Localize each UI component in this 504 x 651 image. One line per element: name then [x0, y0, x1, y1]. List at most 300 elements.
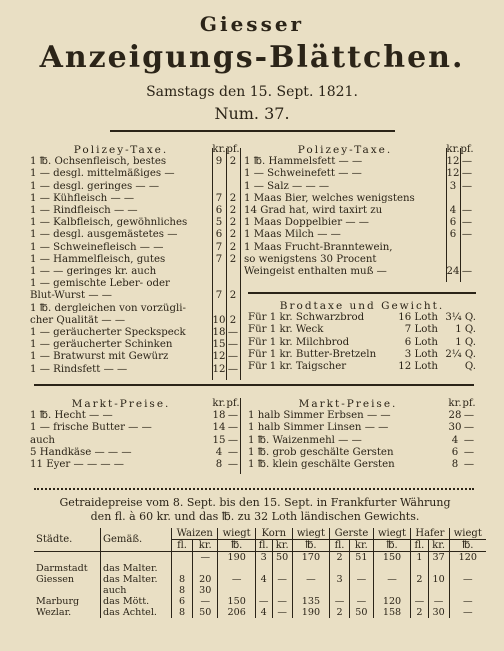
- price-pf: 2: [229, 229, 237, 241]
- price-pf: 2: [229, 241, 237, 253]
- price-pf: —: [463, 422, 475, 434]
- issue-date: Samstags den 15. Sept. 1821.: [146, 84, 358, 100]
- item-label: 1 — Salz — — —: [244, 180, 330, 192]
- value-cell: 1: [411, 552, 428, 564]
- price-kr: 8: [451, 459, 459, 471]
- col-staedte: Städte.: [34, 528, 101, 552]
- value-cell: [373, 585, 410, 596]
- value-cell: [330, 563, 350, 574]
- item-label: 1 Maas Frucht-Branntewein,: [244, 241, 393, 253]
- section-title: Polizey-Taxe.: [73, 144, 169, 156]
- value-cell: 190: [218, 552, 255, 564]
- item-label: 1 halb Simmer Erbsen — —: [248, 410, 391, 422]
- col-pf: pf.: [226, 398, 240, 409]
- grain-heading-2: den fl. à 60 kr. und das ℔. zu 32 Loth ländischen Gewichts.: [90, 510, 420, 523]
- price-pf: 2: [229, 314, 237, 326]
- price-row: [30, 278, 240, 290]
- value-cell: 20: [193, 574, 218, 585]
- price-row: [30, 315, 240, 327]
- value-cell: 50: [349, 607, 373, 618]
- price-pf: —: [227, 351, 239, 363]
- sub-kr: kr.: [193, 540, 218, 552]
- price-row: [30, 339, 240, 351]
- bread-label: Für 1 kr. Weck: [248, 324, 324, 336]
- item-label: 1 — desgl. ausgemästetes —: [30, 229, 178, 241]
- value-cell: [255, 563, 272, 574]
- item-label: 1 — — geringes kr. auch: [30, 266, 157, 278]
- price-kr: 7: [215, 290, 223, 302]
- price-kr: 5: [215, 217, 223, 229]
- markt-preise-left: [30, 398, 240, 471]
- value-cell: —: [272, 574, 292, 585]
- price-pf: —: [461, 168, 473, 180]
- price-row: [30, 447, 240, 459]
- value-cell: 8: [172, 574, 193, 585]
- col-pf: pf.: [462, 398, 476, 409]
- price-row: [244, 168, 474, 180]
- price-row: [244, 217, 474, 229]
- value-cell: —: [193, 552, 218, 564]
- value-cell: —: [255, 596, 272, 607]
- value-cell: 2: [330, 552, 350, 564]
- col-wiegt: wiegt: [449, 528, 486, 540]
- value-cell: —: [449, 607, 486, 618]
- value-cell: —: [349, 574, 373, 585]
- measure-cell: das Mött.: [101, 596, 172, 607]
- price-row: [30, 156, 240, 168]
- bread-weight: 7 Loth: [404, 324, 438, 336]
- item-label: 1 ℔. Hecht — —: [30, 410, 113, 422]
- price-kr: 28: [448, 410, 462, 422]
- price-kr: 4: [449, 205, 457, 217]
- bread-row: [248, 324, 476, 336]
- item-label: auch: [30, 434, 55, 446]
- item-label: 1 — Kühfleisch — —: [30, 192, 135, 204]
- price-kr: 24: [446, 266, 460, 278]
- price-pf: —: [227, 339, 239, 351]
- price-kr: 3: [449, 180, 457, 192]
- price-row: [30, 303, 240, 315]
- price-kr: 30: [448, 422, 462, 434]
- value-cell: [449, 563, 486, 574]
- item-label: 1 — Schweinefleisch — —: [30, 241, 164, 253]
- price-pf: —: [227, 446, 239, 458]
- price-row: [244, 266, 474, 278]
- value-cell: 10: [428, 574, 449, 585]
- price-pf: 2: [229, 253, 237, 265]
- price-kr: 6: [215, 205, 223, 217]
- table-row: [34, 607, 486, 618]
- price-row: [244, 181, 474, 193]
- value-cell: 50: [193, 607, 218, 618]
- price-kr: 6: [451, 446, 459, 458]
- value-cell: [272, 563, 292, 574]
- price-kr: 12: [446, 168, 460, 180]
- header-rule: [110, 130, 395, 132]
- item-label: so wenigstens 30 Procent: [244, 253, 377, 265]
- item-label: 1 — frische Butter — —: [30, 422, 152, 434]
- value-cell: 120: [449, 552, 486, 564]
- price-row: [30, 351, 240, 363]
- price-row: [30, 254, 240, 266]
- bread-quentchen: 1 Q.: [455, 324, 476, 336]
- value-cell: 30: [193, 585, 218, 596]
- value-cell: [349, 563, 373, 574]
- sub-kr: kr.: [349, 540, 373, 552]
- col-gerste: Gerste: [330, 528, 374, 540]
- value-cell: —: [428, 596, 449, 607]
- value-cell: 50: [272, 552, 292, 564]
- price-row: [30, 327, 240, 339]
- price-row: [30, 193, 240, 205]
- value-cell: —: [272, 607, 292, 618]
- value-cell: [172, 552, 193, 564]
- markt-preise-right: [248, 398, 476, 471]
- brodtaxe: [248, 300, 476, 373]
- price-row: [30, 266, 240, 278]
- value-cell: 150: [373, 552, 410, 564]
- city-cell: Wezlar.: [36, 607, 72, 618]
- bread-weight: 6 Loth: [404, 336, 438, 348]
- price-row: [244, 193, 474, 205]
- divider: [460, 148, 461, 282]
- item-label: Weingeist enthalten muß —: [244, 266, 387, 278]
- table-row: [34, 563, 486, 574]
- item-label: cher Qualität — —: [30, 314, 126, 326]
- bread-label: Für 1 kr. Milchbrod: [248, 336, 350, 348]
- price-pf: —: [227, 434, 239, 446]
- value-cell: [193, 563, 218, 574]
- price-pf: 2: [229, 156, 237, 168]
- price-row: [248, 459, 476, 471]
- table-row: [34, 574, 486, 585]
- price-pf: —: [461, 229, 473, 241]
- price-pf: —: [461, 266, 473, 278]
- sub-kr: kr.: [428, 540, 449, 552]
- value-cell: 4: [255, 574, 272, 585]
- price-pf: —: [227, 459, 239, 471]
- sub-lb: ℔.: [292, 540, 329, 552]
- masthead-title: Anzeigungs-Blättchen.: [39, 40, 465, 75]
- value-cell: 2: [330, 607, 350, 618]
- price-row: [30, 410, 240, 422]
- bread-weight: 3 Loth: [404, 348, 438, 360]
- price-kr: 18: [212, 410, 226, 422]
- table-header-row: [34, 528, 486, 540]
- measure-cell: [101, 552, 172, 564]
- value-cell: —: [193, 596, 218, 607]
- value-cell: 4: [255, 607, 272, 618]
- bread-quentchen: Q.: [464, 361, 476, 373]
- value-cell: [292, 585, 329, 596]
- price-pf: —: [227, 410, 239, 422]
- item-label: 1 — Hammelfleisch, gutes: [30, 253, 166, 265]
- price-row: [248, 410, 476, 422]
- item-label: 1 halb Simmer Linsen — —: [248, 422, 389, 434]
- section-header: [30, 398, 240, 410]
- price-kr: 15: [212, 339, 226, 351]
- price-row: [248, 422, 476, 434]
- sub-lb: ℔.: [449, 540, 486, 552]
- item-label: 1 — geräucherter Speckspeck: [30, 327, 186, 339]
- value-cell: 2: [411, 574, 428, 585]
- section-header: [30, 144, 240, 156]
- measure-cell: auch: [101, 585, 172, 596]
- section-rule: [34, 384, 474, 386]
- price-row: [30, 422, 240, 434]
- price-kr: 12: [212, 351, 226, 363]
- price-pf: 2: [229, 290, 237, 302]
- masthead-line1: Giesser: [199, 12, 305, 36]
- price-row: [244, 229, 474, 241]
- value-cell: [218, 585, 255, 596]
- section-title: Markt-Preise.: [71, 398, 171, 410]
- item-label: 1 — Rindsfett — —: [30, 363, 128, 375]
- measure-cell: das Malter.: [101, 563, 172, 574]
- city-cell: [34, 552, 101, 564]
- section-title: Brodtaxe und Gewicht.: [279, 300, 445, 312]
- city-cell: Giessen: [36, 574, 75, 585]
- measure-cell: das Achtel.: [101, 607, 172, 618]
- value-cell: —: [330, 596, 350, 607]
- table-row: [34, 552, 486, 564]
- price-row: [248, 435, 476, 447]
- col-wiegt: wiegt: [292, 528, 329, 540]
- divider: [240, 148, 241, 380]
- item-label: 1 — geräucherter Schinken: [30, 339, 173, 351]
- price-pf: 2: [229, 217, 237, 229]
- value-cell: —: [218, 574, 255, 585]
- price-pf: —: [463, 459, 475, 471]
- value-cell: [349, 585, 373, 596]
- divider: [226, 148, 227, 380]
- price-kr: 12: [212, 363, 226, 375]
- price-row: [30, 435, 240, 447]
- value-cell: 120: [373, 596, 410, 607]
- price-kr: 6: [449, 217, 457, 229]
- col-waizen: Waizen: [172, 528, 218, 540]
- table-row: [34, 596, 486, 607]
- price-pf: —: [461, 205, 473, 217]
- price-row: [244, 254, 474, 266]
- col-pf: pf.: [226, 144, 240, 155]
- item-label: 1 — Schweinefett — —: [244, 168, 362, 180]
- price-pf: —: [463, 446, 475, 458]
- sub-fl: fl.: [411, 540, 428, 552]
- item-label: 1 ℔. Ochsenfleisch, bestes: [30, 156, 167, 168]
- bread-row: [248, 337, 476, 349]
- item-label: 5 Handkäse — — —: [30, 446, 132, 458]
- col-hafer: Hafer: [411, 528, 449, 540]
- price-kr: 12: [446, 156, 460, 168]
- item-label: 1 — gemischte Leber- oder: [30, 278, 170, 290]
- price-pf: —: [227, 363, 239, 375]
- value-cell: 135: [292, 596, 329, 607]
- sub-fl: fl.: [330, 540, 350, 552]
- section-rule: [34, 488, 474, 490]
- value-cell: —: [292, 574, 329, 585]
- city-cell: Darmstadt: [36, 563, 88, 574]
- price-row: [30, 181, 240, 193]
- section-header: [244, 144, 474, 156]
- price-row: [30, 364, 240, 376]
- section-title: Polizey-Taxe.: [297, 144, 393, 156]
- col-wiegt: wiegt: [373, 528, 410, 540]
- item-label: 11 Eyer — — — —: [30, 459, 124, 471]
- item-label: 1 ℔. grob geschälte Gersten: [248, 446, 394, 458]
- value-cell: 2: [411, 607, 428, 618]
- value-cell: 51: [349, 552, 373, 564]
- bread-row: [248, 361, 476, 373]
- price-pf: —: [463, 434, 475, 446]
- col-kr: kr.: [448, 398, 462, 409]
- bread-label: Für 1 kr. Schwarzbrod: [248, 312, 365, 324]
- value-cell: [428, 563, 449, 574]
- bread-label: Für 1 kr. Butter-Bretzeln: [248, 348, 377, 360]
- price-kr: 6: [449, 229, 457, 241]
- col-kr: kr.: [446, 144, 460, 155]
- value-cell: [411, 563, 428, 574]
- value-cell: 158: [373, 607, 410, 618]
- price-kr: 4: [215, 446, 223, 458]
- value-cell: [218, 563, 255, 574]
- item-label: 1 Maas Doppelbier — —: [244, 217, 369, 229]
- price-kr: 7: [215, 253, 223, 265]
- value-cell: —: [449, 574, 486, 585]
- measure-cell: das Malter.: [101, 574, 172, 585]
- item-label: 1 — desgl. mittelmäßiges —: [30, 168, 175, 180]
- price-row: [244, 242, 474, 254]
- value-cell: 190: [292, 607, 329, 618]
- price-row: [30, 290, 240, 302]
- value-cell: 3: [330, 574, 350, 585]
- item-label: 1 ℔. Hammelsfett — —: [244, 156, 363, 168]
- value-cell: 170: [292, 552, 329, 564]
- price-row: [30, 217, 240, 229]
- price-kr: 7: [215, 192, 223, 204]
- price-kr: 7: [215, 241, 223, 253]
- price-kr: 9: [215, 156, 223, 168]
- item-label: 1 ℔. Waizenmehl — —: [248, 434, 362, 446]
- sub-kr: kr.: [272, 540, 292, 552]
- price-row: [30, 229, 240, 241]
- polizey-taxe-right: [244, 144, 474, 278]
- value-cell: [330, 585, 350, 596]
- value-cell: —: [449, 596, 486, 607]
- table-row: [34, 585, 486, 596]
- price-pf: —: [461, 156, 473, 168]
- price-row: [30, 242, 240, 254]
- item-label: 1 ℔. klein geschälte Gersten: [248, 459, 395, 471]
- price-row: [30, 459, 240, 471]
- price-pf: 2: [229, 205, 237, 217]
- bread-quentchen: 1 Q.: [455, 336, 476, 348]
- sub-fl: fl.: [255, 540, 272, 552]
- price-pf: —: [463, 410, 475, 422]
- city-cell: [34, 585, 101, 596]
- value-cell: 206: [218, 607, 255, 618]
- value-cell: [272, 585, 292, 596]
- sub-fl: fl.: [172, 540, 193, 552]
- bread-quentchen: 3¼ Q.: [445, 312, 476, 324]
- section-rule: [248, 292, 476, 294]
- value-cell: —: [272, 596, 292, 607]
- divider: [212, 148, 213, 380]
- value-cell: [255, 585, 272, 596]
- value-cell: [411, 585, 428, 596]
- value-cell: [449, 585, 486, 596]
- item-label: 1 Maas Milch — —: [244, 229, 341, 241]
- value-cell: 8: [172, 607, 193, 618]
- bread-quentchen: 2¼ Q.: [445, 348, 476, 360]
- price-row: [248, 447, 476, 459]
- price-kr: 15: [212, 434, 226, 446]
- col-korn: Korn: [255, 528, 292, 540]
- value-cell: [428, 585, 449, 596]
- divider: [240, 398, 241, 474]
- price-row: [244, 205, 474, 217]
- price-pf: 2: [229, 192, 237, 204]
- issue-number: Num. 37.: [214, 104, 290, 123]
- price-pf: —: [227, 327, 239, 339]
- col-kr: kr.: [212, 144, 226, 155]
- price-kr: 14: [212, 422, 226, 434]
- value-cell: —: [373, 574, 410, 585]
- price-kr: 8: [215, 459, 223, 471]
- col-wiegt: wiegt: [218, 528, 255, 540]
- bread-weight: 16 Loth: [398, 312, 438, 324]
- price-row: [244, 156, 474, 168]
- value-cell: —: [349, 596, 373, 607]
- bread-row: [248, 349, 476, 361]
- price-pf: —: [461, 217, 473, 229]
- item-label: 1 ℔. dergleichen von vorzügli-: [30, 302, 186, 314]
- value-cell: 37: [428, 552, 449, 564]
- city-cell: Marburg: [36, 596, 80, 607]
- grain-price-table: [34, 528, 486, 618]
- value-cell: 30: [428, 607, 449, 618]
- item-label: 1 — Kalbfleisch, gewöhnliches: [30, 217, 188, 229]
- grain-heading-1: Getraidepreise vom 8. Sept. bis den 15. Sept. in Frankfurter Währung: [59, 496, 451, 509]
- bread-weight: 12 Loth: [398, 361, 438, 373]
- sub-lb: ℔.: [218, 540, 255, 552]
- col-kr: kr.: [212, 398, 226, 409]
- value-cell: 3: [255, 552, 272, 564]
- divider: [446, 148, 447, 282]
- value-cell: [172, 563, 193, 574]
- sub-lb: ℔.: [373, 540, 410, 552]
- item-label: 14 Grad hat, wird taxirt zu: [244, 205, 383, 217]
- value-cell: [373, 563, 410, 574]
- value-cell: 6: [172, 596, 193, 607]
- price-kr: 10: [212, 314, 226, 326]
- item-label: 1 Maas Bier, welches wenigstens: [244, 192, 415, 204]
- col-pf: pf.: [460, 144, 474, 155]
- price-pf: —: [461, 180, 473, 192]
- value-cell: [292, 563, 329, 574]
- item-label: 1 — desgl. geringes — —: [30, 180, 160, 192]
- item-label: 1 — Rindfleisch — —: [30, 205, 138, 217]
- polizey-taxe-left: [30, 144, 240, 376]
- value-cell: 150: [218, 596, 255, 607]
- section-title: Markt-Preise.: [298, 398, 398, 410]
- price-kr: 18: [212, 327, 226, 339]
- price-row: [30, 168, 240, 180]
- price-pf: —: [227, 422, 239, 434]
- value-cell: —: [411, 596, 428, 607]
- price-row: [30, 205, 240, 217]
- value-cell: 8: [172, 585, 193, 596]
